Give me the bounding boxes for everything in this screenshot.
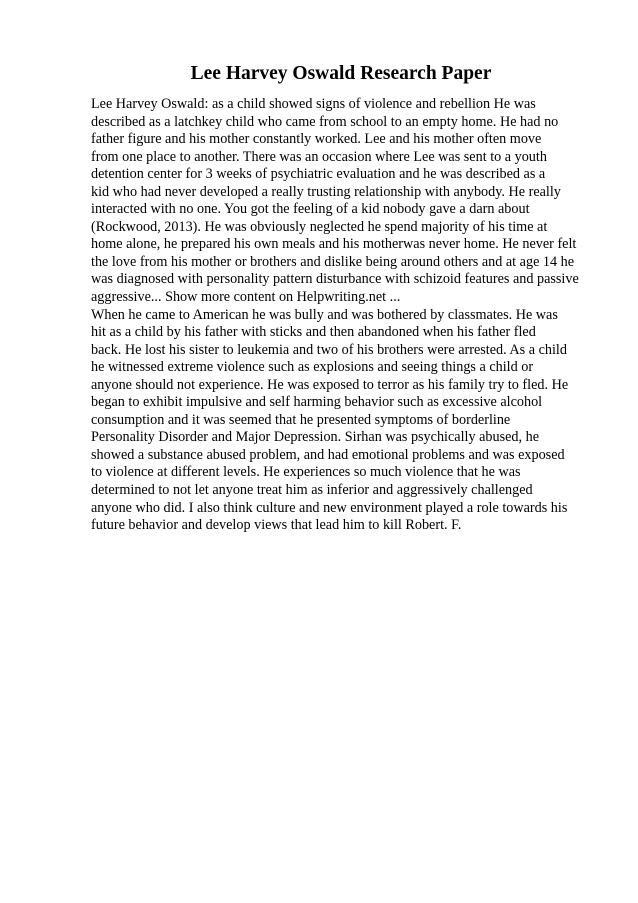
text-line: anyone who did. I also think culture and new environment played a role towards his bbox=[91, 499, 568, 516]
text-line: was diagnosed with personality pattern disturbance with schizoid features and passive bbox=[91, 271, 579, 288]
text-line: interacted with no one. You got the feeling of a kid nobody gave a darn about bbox=[91, 201, 530, 218]
text-line: described as a latchkey child who came from school to an empty home. He had no bbox=[91, 113, 559, 130]
text-line: hit as a child by his father with sticks and then abandoned when his father fled bbox=[91, 324, 536, 341]
text-line: father figure and his mother constantly worked. Lee and his mother often move bbox=[91, 131, 542, 148]
text-line: anyone should not experience. He was exposed to terror as his family try to fled. He bbox=[91, 376, 569, 393]
text-line: (Rockwood, 2013). He was obviously neglected he spend majority of his time at bbox=[91, 218, 548, 235]
text-line: began to exhibit impulsive and self harming behavior such as excessive alcohol bbox=[91, 394, 543, 411]
text-line: When he came to American he was bully and was bothered by classmates. He was bbox=[91, 306, 558, 323]
text-line: aggressive... Show more content on Helpwriting.net ... bbox=[91, 289, 401, 306]
text-line: determined to not let anyone treat him as inferior and aggressively challenged bbox=[91, 482, 533, 499]
text-line: he witnessed extreme violence such as explosions and seeing things a child or bbox=[91, 359, 534, 376]
text-line: Lee Harvey Oswald: as a child showed signs of violence and rebellion He was bbox=[91, 96, 536, 112]
text-line: the love from his mother or brothers and dislike being around others and at age 14 he bbox=[91, 253, 575, 270]
body-text bbox=[91, 96, 611, 535]
text-line: detention center for 3 weeks of psychiatric evaluation and he was described as a bbox=[91, 166, 546, 183]
text-line: to violence at different levels. He experiences so much violence that he was bbox=[91, 464, 521, 481]
text-line: back. He lost his sister to leukemia and two of his brothers were arrested. As a child bbox=[91, 341, 567, 358]
page-title: Lee Harvey Oswald Research Paper bbox=[190, 63, 492, 84]
text-line: kid who had never developed a really trusting relationship with anybody. He really bbox=[91, 183, 561, 200]
text-line: from one place to another. There was an occasion where Lee was sent to a youth bbox=[91, 148, 547, 165]
text-line: future behavior and develop views that lead him to kill Robert. F. bbox=[91, 517, 462, 534]
text-line: showed a substance abused problem, and had emotional problems and was exposed bbox=[91, 446, 565, 463]
text-line: home alone, he prepared his own meals and his motherwas never home. He never felt bbox=[91, 236, 577, 253]
text-line: consumption and it was seemed that he presented symptoms of borderline bbox=[91, 411, 511, 428]
text-line: Personality Disorder and Major Depression. Sirhan was psychically abused, he bbox=[91, 429, 539, 446]
